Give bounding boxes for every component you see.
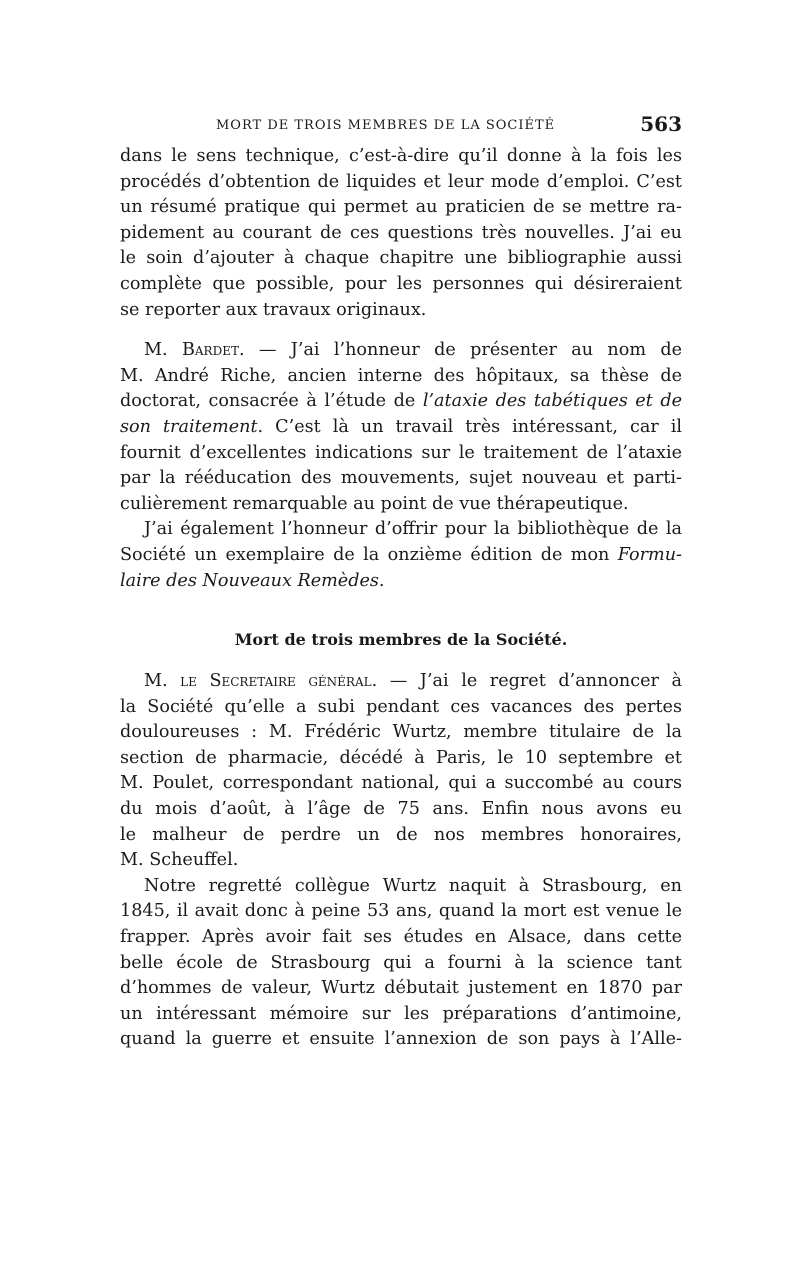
text-line: culièrement remarquable au point de vue thérapeutique. (120, 493, 629, 514)
running-title: MORT DE TROIS MEMBRES DE LA SOCIÉTÉ (216, 118, 556, 133)
text-line: son traitement. C’est là un travail très intéressant, car il (120, 416, 682, 437)
text-line: complète que possible, pour les personnes qui désireraient (120, 273, 682, 294)
speaker-name: M. le Secretaire général (144, 671, 372, 692)
section-heading: Mort de trois membres de la Société. (234, 630, 568, 650)
text-line: 1845, il avait donc à peine 53 ans, quand la mort est venue le (120, 901, 682, 922)
text-line: frapper. Après avoir fait ses études en Alsace, dans cette (120, 927, 682, 948)
speaker-name: Bardet (181, 340, 239, 361)
text-line: d’hommes de valeur, Wurtz débutait justement en 1870 par (120, 978, 682, 999)
text-line: Notre regretté collègue Wurtz naquit à Strasbourg, en (144, 875, 682, 896)
text-line: se reporter aux travaux originaux. (120, 299, 427, 320)
text-line: section de pharmacie, décédé à Paris, le 10 septembre et (120, 747, 682, 768)
text-line: doctorat, consacrée à l’étude de l’ataxie des tabétiques et de (120, 391, 682, 412)
page-number: 563 (640, 112, 682, 136)
thesis-title-cont: son traitement (120, 416, 258, 437)
thesis-title: l’ataxie des tabétiques et de (422, 391, 682, 412)
text-line: J’ai également l’honneur d’offrir pour la bibliothèque de la (144, 519, 682, 540)
speaker-prefix: M. (144, 340, 182, 361)
text-line: la Société qu’elle a subi pendant ces vacances des pertes (120, 696, 682, 717)
text-line: M. Scheuffel. (120, 850, 239, 871)
text-line: dans le sens technique, c’est-à-dire qu’il donne à la fois les (120, 146, 682, 166)
paragraph-announcement (120, 669, 682, 874)
text-line: M. le Secretaire général. — J’ai le regret d’annoncer à (144, 671, 682, 692)
text-line: un intéressant mémoire sur les préparations d’antimoine, (120, 1003, 682, 1024)
text-line: par la rééducation des mouvements, sujet nouveau et parti- (120, 468, 682, 489)
text-line: douloureuses : M. Frédéric Wurtz, membre titulaire de la (120, 722, 682, 743)
running-header (120, 108, 682, 144)
book-title: Formu- (617, 544, 682, 565)
paragraph-wurtz (120, 874, 682, 1053)
text-line: M. Poulet, correspondant national, qui a succombé au cours (120, 773, 682, 794)
paragraph-formulaire (120, 517, 682, 594)
text-line: pidement au courant de ces questions très nouvelles. J’ai eu (120, 222, 682, 243)
book-title-cont: laire des Nouveaux Remèdes (120, 570, 379, 591)
text-line: fournit d’excellentes indications sur le traitement de l’ataxie (120, 442, 682, 463)
text-line: le malheur de perdre un de nos membres honoraires, (120, 824, 682, 845)
text-line: belle école de Strasbourg qui a fourni à la science tant (120, 952, 682, 973)
text-line: laire des Nouveaux Remèdes. (120, 570, 385, 591)
book-page (120, 108, 682, 1053)
text-line: du mois d’août, à l’âge de 75 ans. Enfin nous avons eu (120, 799, 682, 820)
text-line: M. Bardet. — J’ai l’honneur de présenter au nom de (144, 340, 682, 361)
paragraph-bardet (120, 338, 682, 517)
text-line: Société un exemplaire de la onzième édition de mon Formu- (120, 544, 682, 565)
text-line: le soin d’ajouter à chaque chapitre une bibliographie aussi (120, 248, 682, 269)
text-line: un résumé pratique qui permet au praticien de se mettre ra- (120, 197, 682, 218)
text-line: M. André Riche, ancien interne des hôpitaux, sa thèse de (120, 365, 682, 386)
text-line: quand la guerre et ensuite l’annexion de son pays à l’Alle- (120, 1029, 682, 1050)
paragraph-bibliography (120, 144, 682, 323)
text-line: procédés d’obtention de liquides et leur mode d’emploi. C’est (120, 171, 682, 192)
